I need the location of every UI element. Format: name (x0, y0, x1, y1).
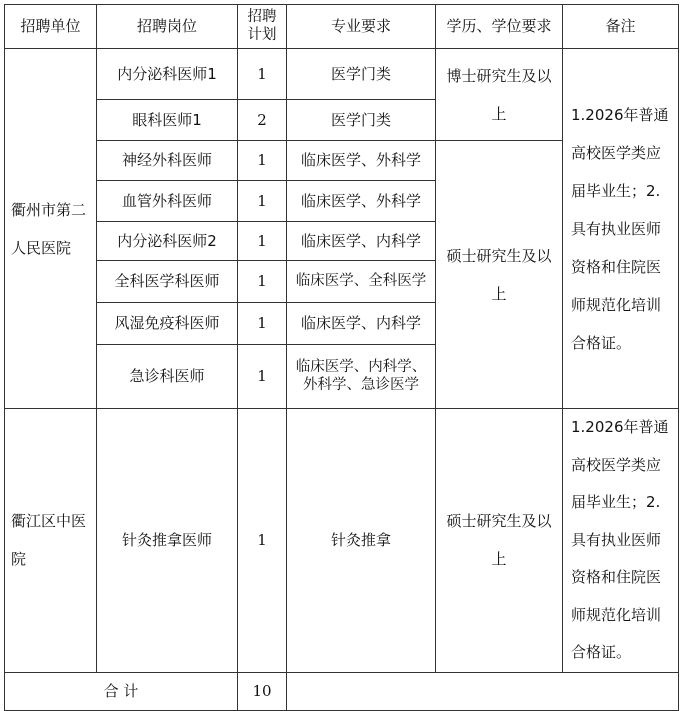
header-row (5, 5, 679, 49)
plan-cell: 1 (238, 222, 287, 261)
major-cell: 临床医学、内科学、外科学、急诊医学 (287, 345, 436, 409)
degree-cell: 博士研究生及以上 (436, 49, 563, 141)
major-cell: 临床医学、全科医学 (287, 261, 436, 303)
header-unit: 招聘单位 (5, 5, 97, 49)
remark-cell: 1.2026年普通高校医学类应届毕业生；2.具有执业医师资格和住院医师规范化培训合格证。 (563, 49, 679, 409)
plan-cell: 1 (238, 181, 287, 222)
header-remark: 备注 (563, 5, 679, 49)
position-cell: 针灸推拿医师 (97, 409, 238, 673)
position-cell: 内分泌科医师1 (97, 49, 238, 100)
position-cell: 神经外科医师 (97, 141, 238, 181)
plan-cell: 1 (238, 409, 287, 673)
remark-cell: 1.2026年普通高校医学类应届毕业生；2.具有执业医师资格和住院医师规范化培训合格证。 (563, 409, 679, 673)
major-cell: 医学门类 (287, 100, 436, 141)
plan-cell: 1 (238, 303, 287, 345)
plan-cell: 1 (238, 141, 287, 181)
total-empty-cell (287, 672, 679, 710)
total-label: 合 计 (5, 672, 238, 710)
plan-cell: 1 (238, 345, 287, 409)
major-cell: 医学门类 (287, 49, 436, 100)
major-cell: 临床医学、内科学 (287, 222, 436, 261)
plan-cell: 1 (238, 49, 287, 100)
position-cell: 血管外科医师 (97, 181, 238, 222)
major-cell: 临床医学、内科学 (287, 303, 436, 345)
major-cell: 临床医学、外科学 (287, 181, 436, 222)
degree-cell: 硕士研究生及以上 (436, 141, 563, 409)
table-row (5, 49, 679, 100)
position-cell: 内分泌科医师2 (97, 222, 238, 261)
header-major: 专业要求 (287, 5, 436, 49)
plan-cell: 2 (238, 100, 287, 141)
plan-cell: 1 (238, 261, 287, 303)
position-cell: 眼科医师1 (97, 100, 238, 141)
header-plan: 招聘计划 (238, 5, 287, 49)
table-row (5, 409, 679, 673)
position-cell: 全科医学科医师 (97, 261, 238, 303)
total-row (5, 672, 679, 710)
major-cell: 临床医学、外科学 (287, 141, 436, 181)
recruitment-table (4, 4, 679, 711)
total-value: 10 (238, 672, 287, 710)
major-cell: 针灸推拿 (287, 409, 436, 673)
degree-cell: 硕士研究生及以上 (436, 409, 563, 673)
unit-cell: 衢江区中医院 (5, 409, 97, 673)
unit-cell: 衢州市第二人民医院 (5, 49, 97, 409)
position-cell: 急诊科医师 (97, 345, 238, 409)
position-cell: 风湿免疫科医师 (97, 303, 238, 345)
header-position: 招聘岗位 (97, 5, 238, 49)
header-degree: 学历、学位要求 (436, 5, 563, 49)
